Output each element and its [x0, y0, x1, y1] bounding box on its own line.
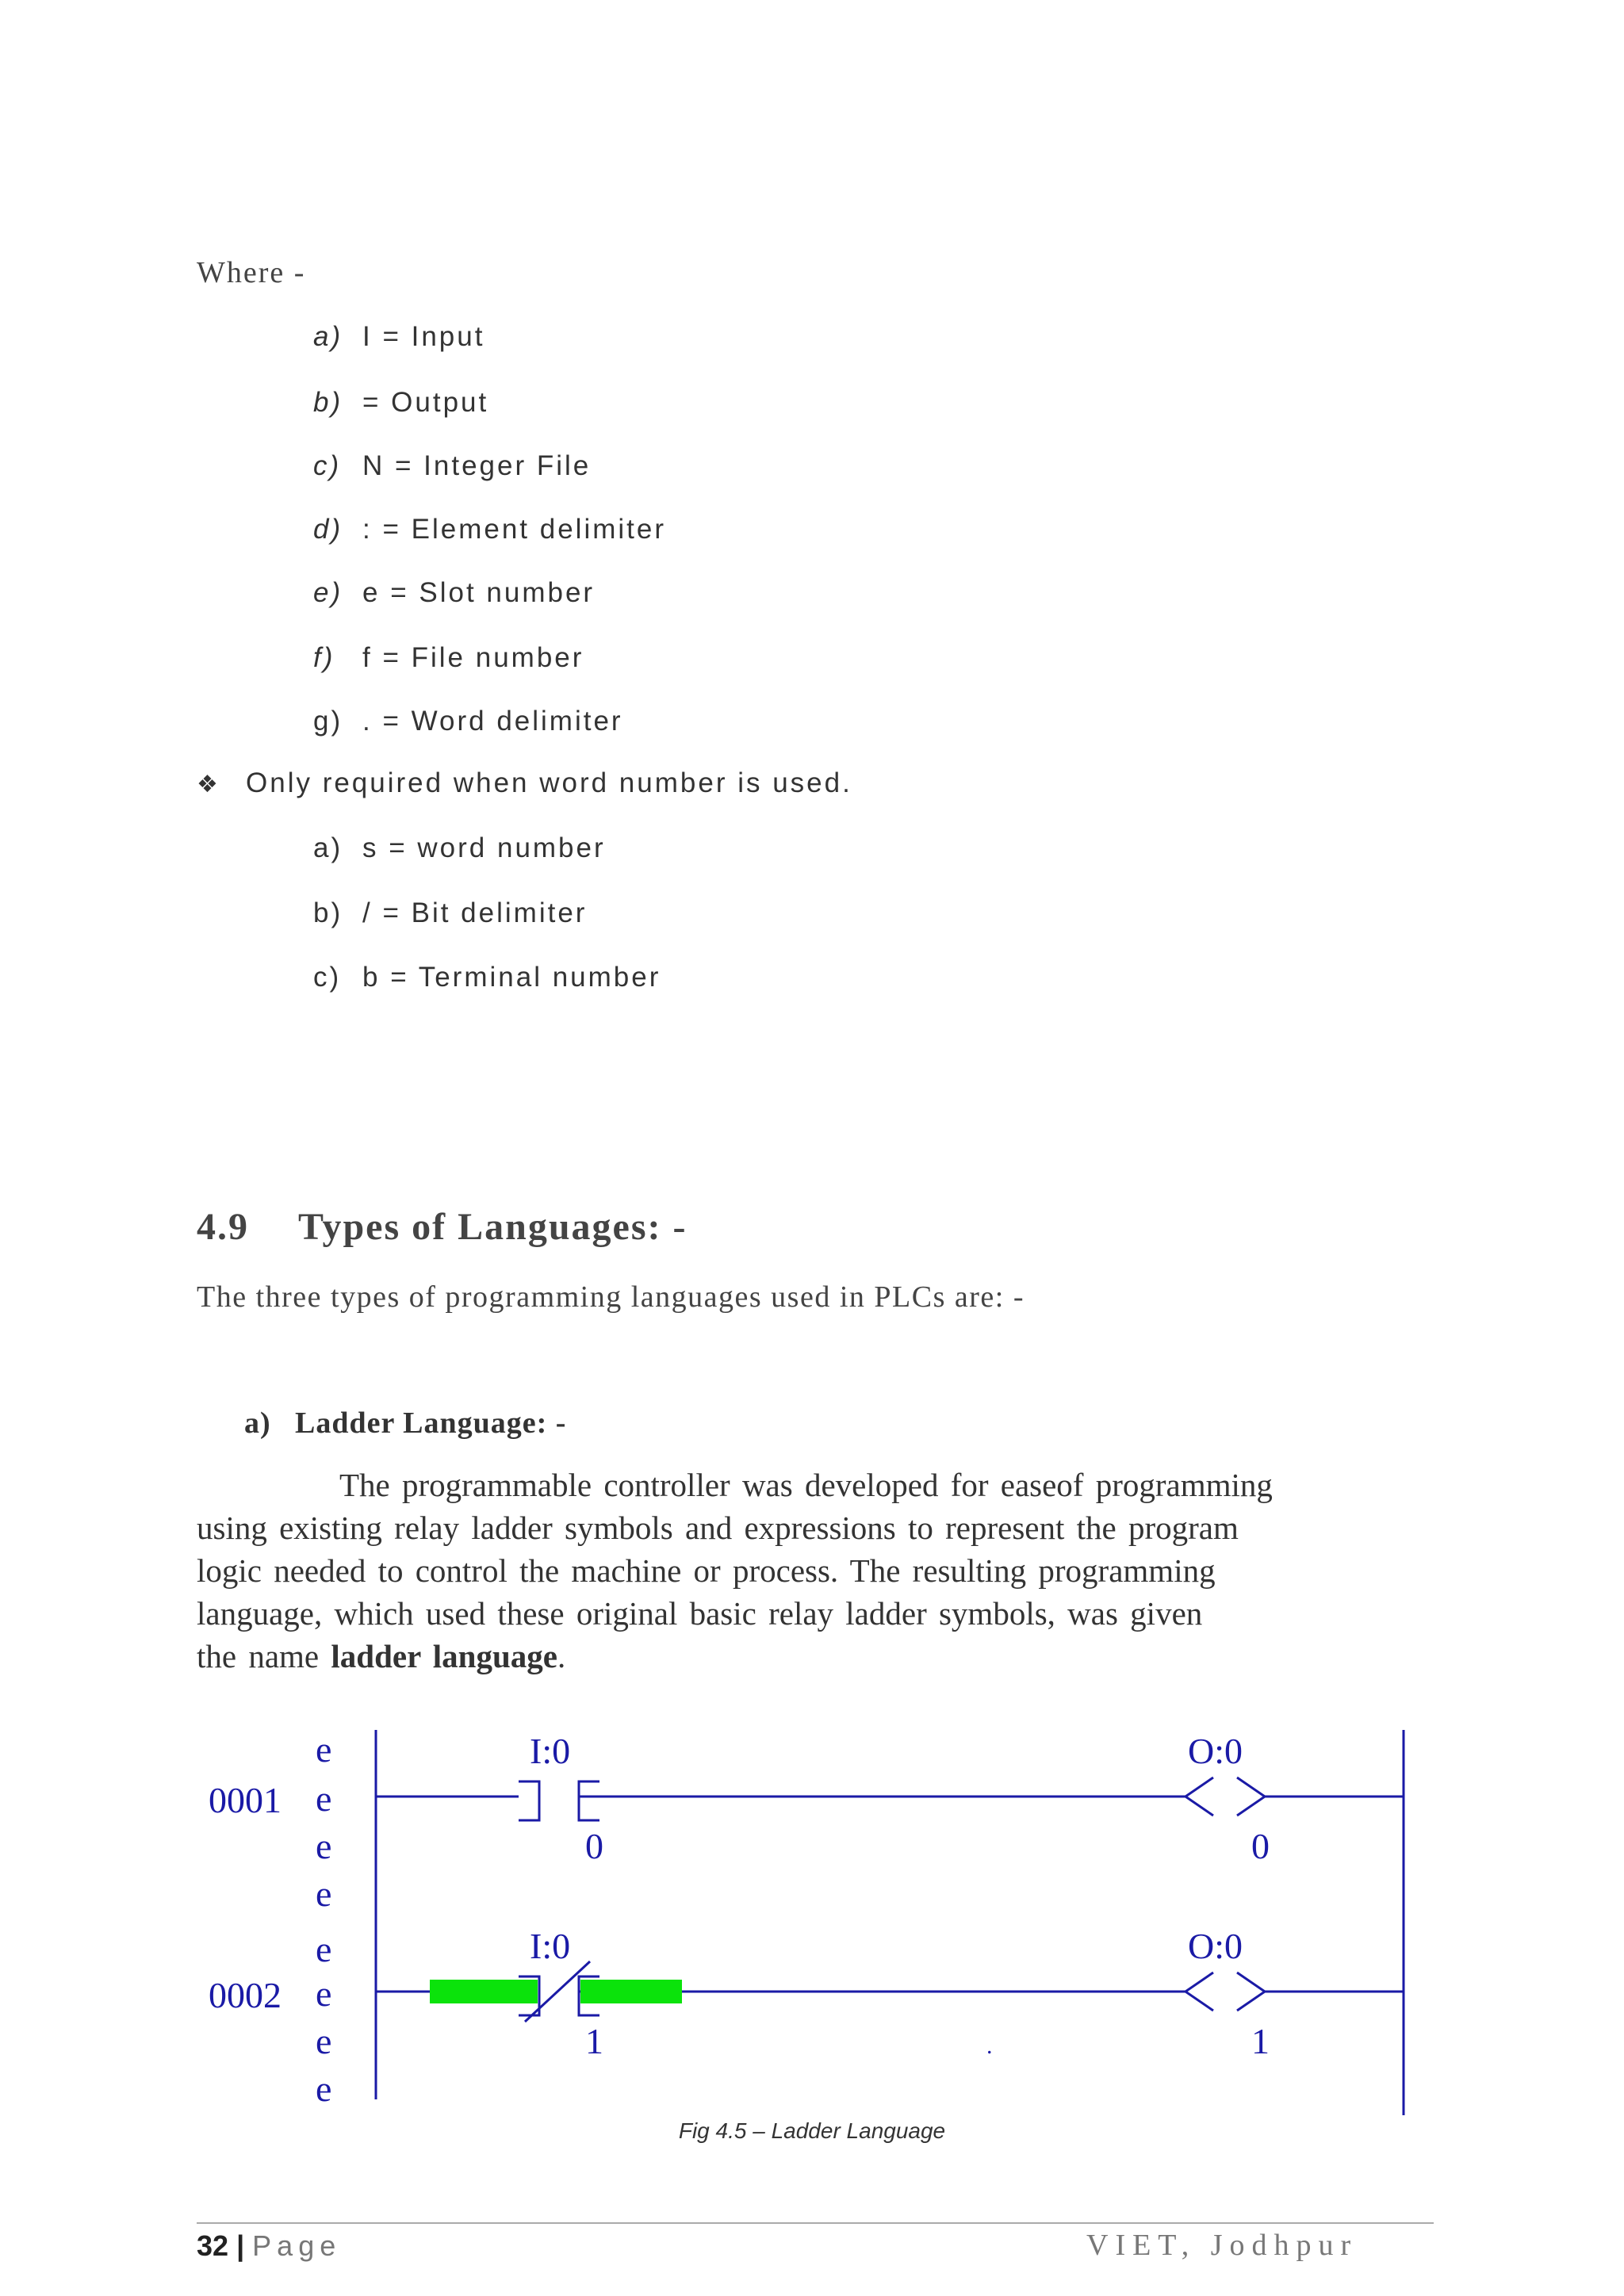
contact-bracket-right	[579, 1781, 599, 1820]
list-text: b = Terminal number	[362, 962, 661, 993]
bold-term: ladder language	[331, 1638, 557, 1674]
margin-mark: e	[316, 1778, 332, 1819]
list-marker: b)	[313, 387, 343, 418]
coil-bit: 1	[1251, 2021, 1270, 2061]
list-marker: f)	[313, 642, 335, 673]
paragraph-line: using existing relay ladder symbols and expressions to represent the program	[197, 1510, 1239, 1546]
coil-right-arc	[1237, 1777, 1265, 1816]
footer-page	[197, 2229, 341, 2263]
list-text: e = Slot number	[362, 577, 596, 608]
list-text: . = Word delimiter	[362, 706, 623, 737]
margin-mark: e	[316, 1826, 332, 1866]
paragraph-line: logic needed to control the machine or process. The resulting programming	[197, 1552, 1216, 1589]
paragraph-line: The programmable controller was developed for easeof programming	[339, 1467, 1273, 1503]
list-marker: e)	[313, 577, 343, 608]
list-marker: c)	[313, 450, 342, 481]
coil-left-arc	[1185, 1777, 1213, 1816]
paragraph-text: .	[557, 1638, 566, 1674]
where-label: Where -	[197, 256, 306, 289]
list-text: f = File number	[362, 642, 584, 673]
list-text: s = word number	[362, 832, 606, 863]
contact-bit: 1	[585, 2021, 603, 2061]
list-marker: b)	[313, 897, 343, 928]
footer-institution: VIET, Jodhpur	[1086, 2229, 1358, 2262]
coil-address: O:0	[1188, 1926, 1243, 1966]
section-title: Types of Languages: -	[298, 1206, 688, 1248]
contact-address: I:0	[530, 1731, 571, 1771]
contact-address: I:0	[530, 1926, 571, 1966]
margin-mark: e	[316, 1973, 332, 2014]
footer-rule	[197, 2222, 1434, 2224]
section-number: 4.9	[197, 1206, 249, 1248]
stray-dot: .	[986, 2033, 993, 2059]
note-text: Only required when word number is used.	[246, 767, 852, 798]
coil-left-arc	[1185, 1973, 1213, 2011]
footer-separator: |	[236, 2229, 245, 2262]
list-text: / = Bit delimiter	[362, 897, 588, 928]
paragraph-line: language, which used these original basic relay ladder symbols, was given	[197, 1595, 1203, 1632]
list-text: I = Input	[362, 321, 485, 352]
margin-mark: e	[316, 1729, 332, 1770]
list-text: : = Element delimiter	[362, 514, 666, 545]
list-marker: g)	[313, 706, 343, 737]
subsection-title: Ladder Language: -	[295, 1406, 567, 1440]
ladder-wires	[376, 1730, 1404, 2115]
contact-bracket-left	[519, 1781, 539, 1820]
figure-caption: Fig 4.5 – Ladder Language	[678, 2118, 946, 2143]
margin-mark: e	[316, 1929, 332, 1969]
margin-mark: e	[316, 1873, 332, 1914]
list-marker: a)	[313, 321, 343, 352]
list-marker: a)	[313, 832, 343, 863]
subsection-marker: a)	[244, 1406, 271, 1440]
diamond-bullet-icon: ❖	[197, 771, 220, 798]
rung-number: 0002	[209, 1975, 282, 2015]
coil-bit: 0	[1251, 1826, 1270, 1866]
list-marker: c)	[313, 962, 342, 993]
coil-address: O:0	[1188, 1731, 1243, 1771]
rung-number: 0001	[209, 1780, 282, 1820]
list-text: N = Integer File	[362, 450, 592, 481]
paragraph-text: the name	[197, 1638, 331, 1674]
list-text: = Output	[362, 387, 489, 418]
page-number: 32	[197, 2229, 229, 2262]
margin-mark: e	[316, 2021, 332, 2061]
margin-mark: e	[316, 2068, 332, 2109]
highlight-bar-left	[430, 1980, 538, 2003]
coil-right-arc	[1237, 1973, 1265, 2011]
list-marker: d)	[313, 514, 343, 545]
page-word: Page	[252, 2229, 342, 2262]
contact-bit: 0	[585, 1826, 603, 1866]
margin-marks	[316, 1729, 331, 2109]
ladder-labels	[209, 1731, 1270, 2061]
highlight-bar-right	[580, 1980, 682, 2003]
intro-text: The three types of programming languages used in PLCs are: -	[197, 1280, 1025, 1314]
